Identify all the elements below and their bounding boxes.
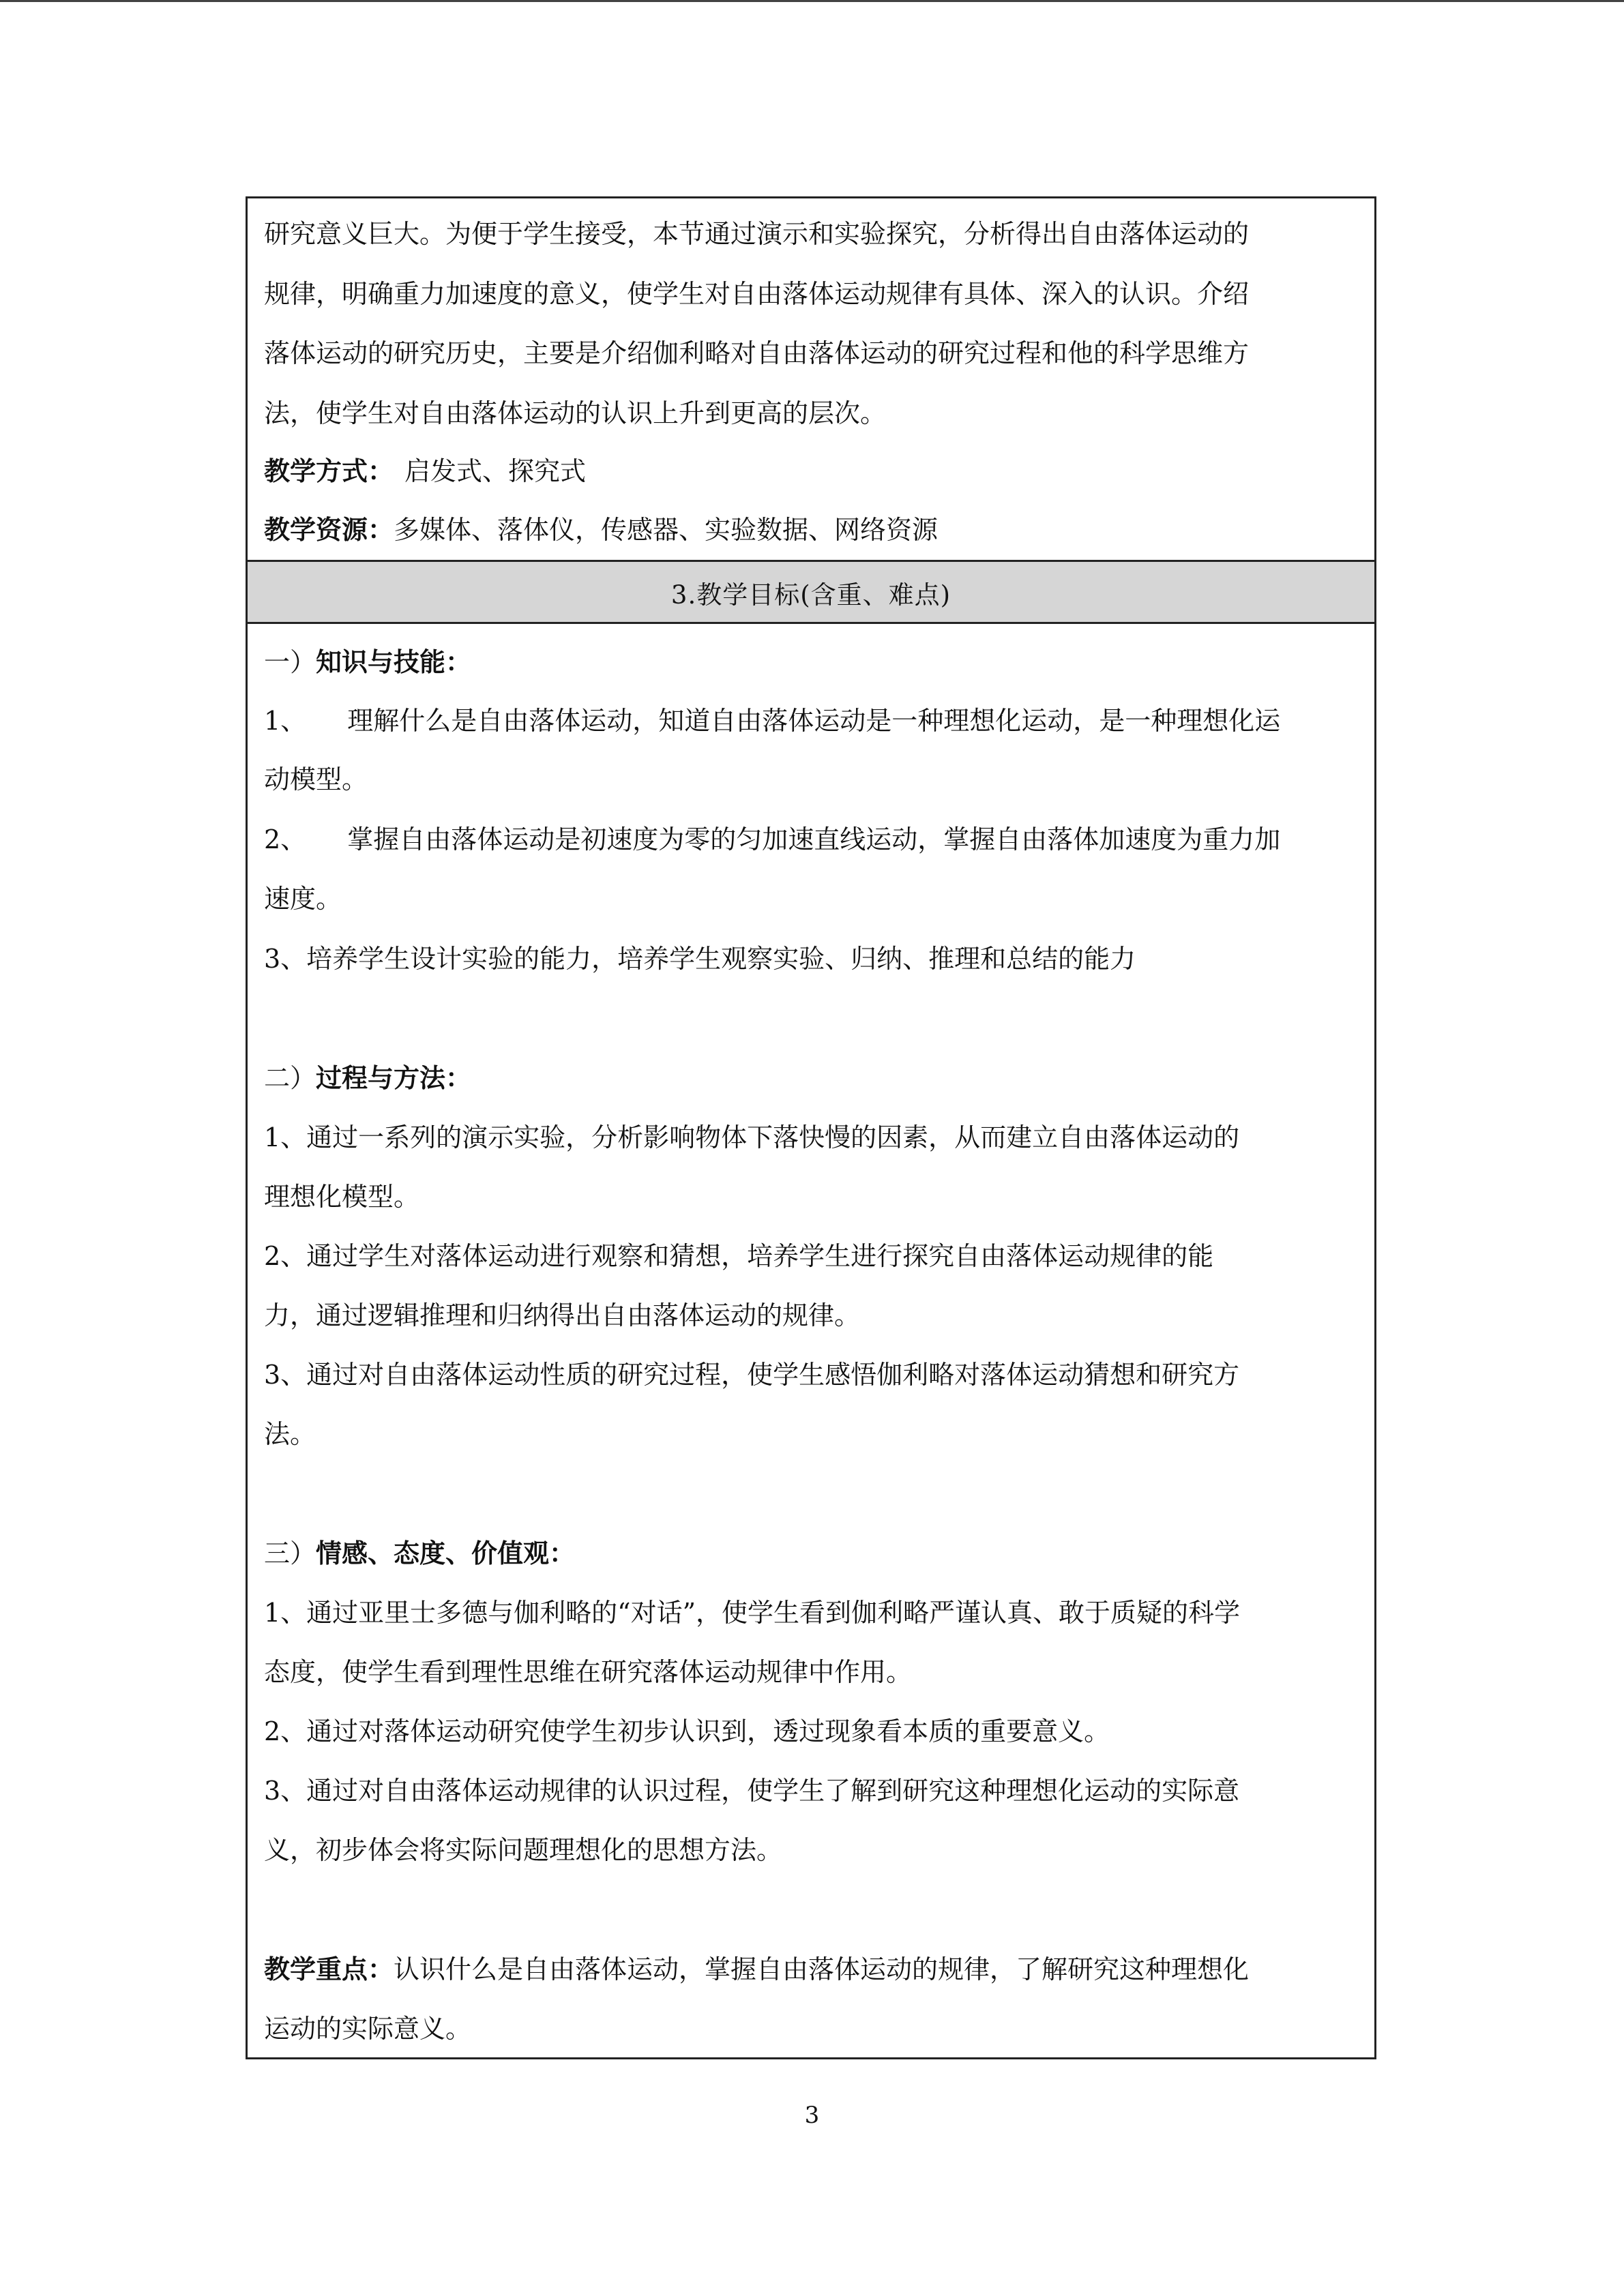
page-number: 3	[804, 2102, 820, 2129]
knowledge-item-1	[264, 700, 1361, 741]
values-item-3: 3、通过对自由落体运动规律的认识过程，使学生了解到研究这种理想化运动的实际意	[264, 1776, 1240, 1806]
knowledge-item-2-number: 2、	[264, 824, 307, 854]
key-points-cont: 运动的实际意义。	[264, 2014, 472, 2044]
process-item-2-cont: 力，通过逻辑推理和归纳得出自由落体运动的规律。	[264, 1300, 861, 1330]
process-item-1-cont: 理想化模型。	[264, 1182, 420, 1212]
teaching-method-value: 启发式、探究式	[404, 456, 587, 486]
knowledge-item-1-text: 理解什么是自由落体运动，知道自由落体运动是一种理想化运动，是一种理想化运	[347, 706, 1281, 736]
process-heading-text: 过程与方法：	[316, 1062, 472, 1093]
values-item-1: 1、通过亚里士多德与伽利略的“对话”，使学生看到伽利略严谨认真、敢于质疑的科学	[264, 1598, 1241, 1628]
process-item-3: 3、通过对自由落体运动性质的研究过程，使学生感悟伽利略对落体运动猜想和研究方	[264, 1360, 1240, 1390]
lesson-plan-table	[246, 196, 1376, 2059]
process-heading	[264, 1058, 1361, 1099]
values-heading-text: 情感、态度、价值观：	[316, 1538, 576, 1568]
process-item-1: 1、通过一系列的演示实验，分析影响物体下落快慢的因素，从而建立自由落体运动的	[264, 1122, 1240, 1152]
intro-line-1: 研究意义巨大。为便于学生接受，本节通过演示和实验探究，分析得出自由落体运动的	[264, 219, 1250, 249]
page-top-border	[0, 0, 1624, 2]
key-points-label: 教学重点：	[264, 1954, 394, 1984]
knowledge-heading-text: 知识与技能：	[316, 646, 472, 677]
knowledge-heading	[264, 642, 1361, 683]
knowledge-item-2-text: 掌握自由落体运动是初速度为零的匀加速直线运动，掌握自由落体加速度为重力加	[347, 824, 1281, 854]
key-points	[264, 1949, 1361, 1990]
section-divider-bottom	[248, 622, 1374, 624]
process-item-2: 2、通过学生对落体运动进行观察和猜想，培养学生进行探究自由落体运动规律的能	[264, 1241, 1214, 1271]
intro-line-3: 落体运动的研究历史，主要是介绍伽利略对自由落体运动的研究过程和他的科学思维方	[264, 338, 1250, 368]
section-header	[248, 562, 1374, 623]
teaching-resources	[264, 509, 1361, 550]
process-prefix: 二）	[264, 1063, 316, 1093]
knowledge-item-2-cont: 速度。	[264, 884, 342, 914]
intro-line-4: 法，使学生对自由落体运动的认识上升到更高的层次。	[264, 398, 887, 428]
key-points-text: 认识什么是自由落体运动，掌握自由落体运动的规律，了解研究这种理想化	[394, 1954, 1250, 1984]
knowledge-item-1-cont: 动模型。	[264, 764, 368, 794]
values-heading	[264, 1533, 1361, 1574]
knowledge-prefix: 一）	[264, 647, 316, 677]
knowledge-item-3: 3、培养学生设计实验的能力，培养学生观察实验、归纳、推理和总结的能力	[264, 944, 1136, 974]
intro-line-2: 规律，明确重力加速度的意义，使学生对自由落体运动规律有具体、深入的认识。介绍	[264, 279, 1250, 309]
knowledge-item-2	[264, 819, 1361, 860]
teaching-method	[264, 451, 1361, 492]
knowledge-item-1-number: 1、	[264, 706, 307, 736]
values-item-3-cont: 义，初步体会将实际问题理想化的思想方法。	[264, 1835, 783, 1865]
teaching-method-label: 教学方式：	[264, 456, 394, 486]
teaching-resources-value: 多媒体、落体仪，传感器、实验数据、网络资源	[394, 515, 939, 545]
section-title: 3.教学目标(含重、难点)	[670, 580, 951, 610]
teaching-resources-label: 教学资源：	[264, 514, 394, 545]
values-prefix: 三）	[264, 1538, 316, 1568]
values-item-2: 2、通过对落体运动研究使学生初步认识到，透过现象看本质的重要意义。	[264, 1716, 1110, 1746]
values-item-1-cont: 态度，使学生看到理性思维在研究落体运动规律中作用。	[264, 1657, 913, 1687]
process-item-3-cont: 法。	[264, 1419, 316, 1449]
